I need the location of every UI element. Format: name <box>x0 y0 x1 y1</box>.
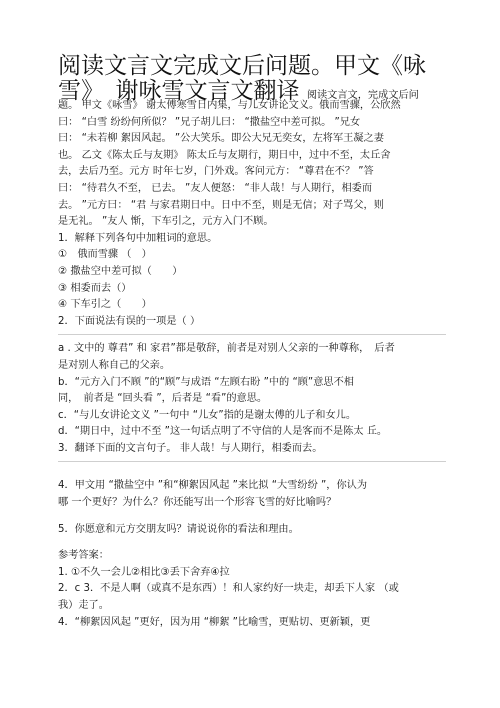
answer-line: 1. ①不久一会儿②相比③丢下舍弃④拉 <box>58 566 230 578</box>
title-intro-text: 阅读文言文，完成文后问 <box>306 90 419 101</box>
answer-line: 4．“柳絮因风起 ”更好，因为用 “柳絮 ”比喻雪，更贴切、更新颖，更 <box>58 616 371 628</box>
passage-line: 曰： “白雪 纷纷何所似？ ”兄子胡儿曰： “撒盐空中差可拟。 ”兄女 <box>58 116 361 128</box>
title-line-2: 雪》 谢咏雪文言文翻译 <box>58 78 300 104</box>
title-line-1: 阅读文言文完成文后问题。甲文《咏 <box>58 53 426 79</box>
document-body <box>58 98 446 631</box>
question-5 <box>58 522 446 539</box>
question-2-line: c．“与儿女讲论文义 ”一句中 “儿女”指的是谢太傅的儿子和女儿。 <box>58 409 357 421</box>
passage-line: 去，去后乃至。元方 时年七岁，门外戏。客问元方： “尊君在不？ ”答 <box>58 166 374 178</box>
passage-line: 曰： “未若柳 絮因风起。 ”公大笑乐。即公大兄无奕女，左将军王凝之妻 <box>58 133 384 145</box>
question-2-title: 2．下面说法有误的一项是（ ） <box>58 315 201 327</box>
answer-line: 2．c 3．不是人啊（或真不是东西）！和人家约好一块走，却丢下人家 （或 <box>58 583 399 595</box>
answer-heading: 参考答案： <box>58 550 109 562</box>
passage <box>58 98 446 231</box>
question-1-title: 1．解释下列各句中加粗词的意思。 <box>58 232 218 244</box>
question-3-line: 3．翻译下面的文言句子。 非人哉！与人期行，相委而去。 <box>58 442 323 454</box>
question-1-item: ③ 相委而去（） <box>58 282 132 294</box>
question-1-item: ④ 下车引之（ ） <box>58 299 152 311</box>
question-2-line: a . 文中的 尊君” 和 家君”都是敬辞，前者是对别人父亲的一种尊称， 后者 <box>58 343 395 355</box>
passage-line: 是无礼。 ”友人 惭，下车引之，元方入门不顾。 <box>58 216 274 228</box>
question-4-line: 哪 一个更好？为什么？你还能写出一个形容飞雪的好比喻吗？ <box>58 497 337 509</box>
document-title <box>58 54 458 104</box>
question-4 <box>58 478 446 511</box>
answer-line: 我）走了。 <box>58 600 109 612</box>
question-1-item: ② 撒盐空中差可拟（ ） <box>58 265 183 277</box>
question-2-line: d．“期日中，过中不至 ”这一句话点明了不守信的人是客而不是陈太 丘。 <box>58 426 388 438</box>
question-1-item: ① 俄而雪骤 （ ） <box>58 249 152 261</box>
passage-line: 也。 乙文《陈太丘与友期》 陈太丘与友期行，期日中，过中不至，太丘舍 <box>58 149 391 161</box>
question-1 <box>58 231 446 314</box>
question-2 <box>58 314 446 463</box>
question-2-line: b．“元方入门不顾 ”的“顾”与成语 “左顾右盼 ”中的 “顾”意思不相 <box>58 376 354 388</box>
spacer <box>58 512 446 522</box>
question-2-line: 同， 前者是 “回头看 ”，后者是 “看”的意思。 <box>58 393 268 405</box>
spacer <box>58 538 446 548</box>
answers <box>58 548 446 631</box>
passage-line: 题。 甲文《咏雪》 谢太傅寒雪日内集，与儿女讲论文义。俄而雪骤，公欣然 <box>58 100 401 111</box>
question-4-line: 4．甲文用 “撒盐空中 ”和“柳絮因风起 ”来比拟 “大雪纷纷 ”，你认为 <box>58 480 368 492</box>
passage-line: 去。 ”元方曰： “君 与家君期日中。日中不至，则是无信；对子骂父，则 <box>58 199 384 211</box>
passage-line: 曰： “待君久不至， 已去。 ”友人便怒： “非人哉！与人期行，相委而 <box>58 182 373 194</box>
question-2-line: 是对别人称自己的父亲。 <box>58 359 171 371</box>
divider <box>58 461 446 462</box>
spacer <box>58 468 446 478</box>
question-5-text: 5．你愿意和元方交朋友吗？请说说你的看法和理由。 <box>58 523 299 535</box>
divider <box>58 334 446 335</box>
